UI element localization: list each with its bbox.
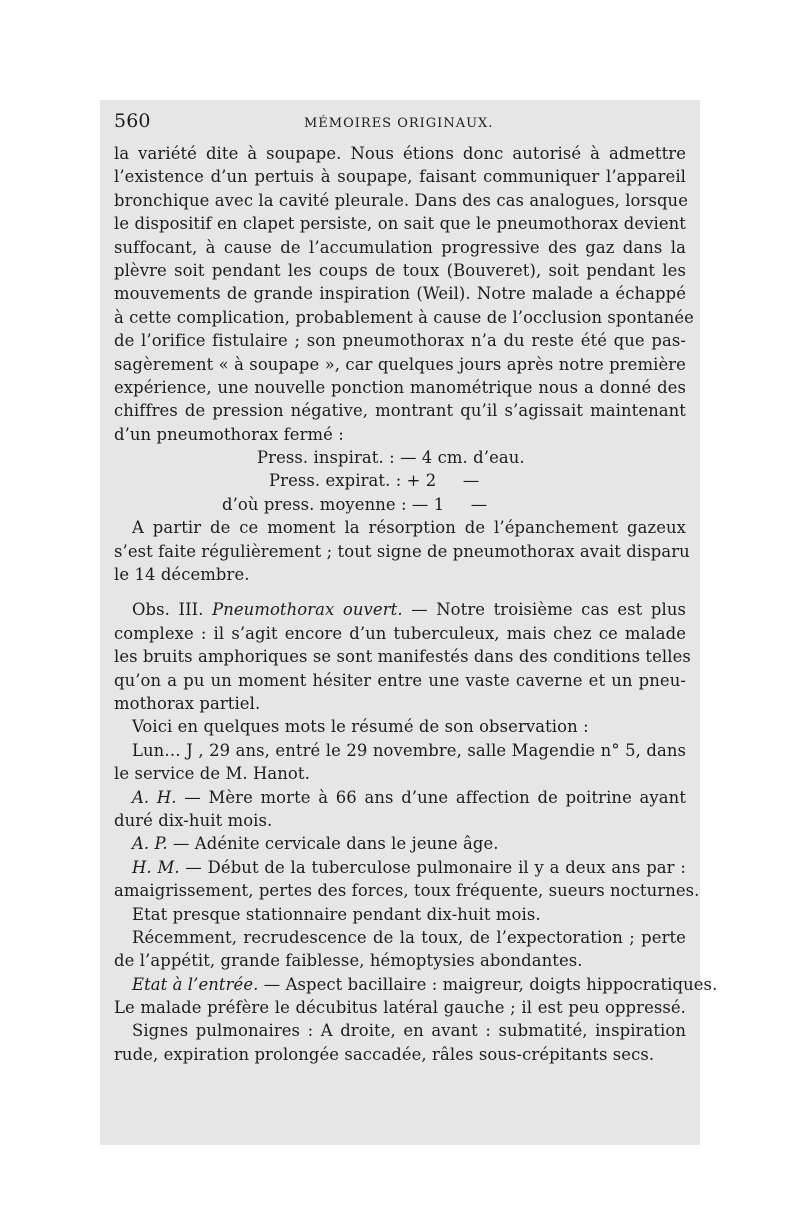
admission-state (114, 973, 718, 1020)
observation-label: Obs. III. (132, 600, 204, 620)
text-line: mouvements de grande inspiration (Weil). Notre malade a échappé (114, 284, 686, 304)
text-line: Etat presque stationnaire pendant dix-huit mois. (132, 904, 541, 924)
observation-heading-line (114, 598, 686, 621)
text-line: le service de M. Hanot. (114, 764, 310, 784)
personal-history-label: A. P. (132, 834, 168, 854)
text-line: — Début de la tuberculose pulmonaire il y a deux ans par : (185, 857, 686, 877)
formula-inspiration: Press. inspirat. : — 4 cm. d’eau. (257, 448, 525, 468)
pressure-formulas (114, 446, 686, 516)
text-line: sagèrement « à soupape », car quelques jours après notre première (114, 354, 686, 374)
paragraph-resorption (114, 516, 690, 586)
admission-state-line (114, 973, 718, 996)
text-line: bronchique avec la cavité pleurale. Dans des cas analogues, lorsque (114, 190, 689, 210)
text-line: — Adénite cervicale dans le jeune âge. (173, 834, 499, 854)
text-line: mothorax partiel. (114, 693, 261, 713)
text-line: la variété dite à soupape. Nous étions donc autorisé à admettre (114, 144, 686, 163)
text-line: de l’appétit, grande faiblesse, hémoptysies abondantes. (114, 951, 583, 971)
text-line: — Notre troisième cas est plus (411, 600, 687, 620)
page-header (114, 110, 686, 134)
text-line: à cette complication, probablement à cause de l’occlusion spontanée (114, 307, 694, 327)
text-line: Lun… J , 29 ans, entré le 29 novembre, salle Magendie n° 5, dans (132, 740, 686, 760)
text-line: Récemment, recrudescence de la toux, de l’expectoration ; perte (132, 927, 686, 947)
text-line: qu’on a pu un moment hésiter entre une vaste caverne et un pneu- (114, 670, 686, 690)
personal-history-line (114, 832, 686, 855)
text-line: Signes pulmonaires : A droite, en avant : submatité, inspiration (132, 1021, 686, 1041)
paragraph-valve (114, 142, 694, 446)
section-gap (114, 586, 686, 598)
text-line: — Mère morte à 66 ans d’une affection de poitrine ayant (184, 787, 687, 807)
formula-expiration: Press. expirat. : + 2 — (269, 471, 480, 491)
paragraph-pulmonary-signs (114, 1019, 686, 1066)
family-history-line (114, 786, 686, 809)
text-line: le dispositif en clapet persiste, on sait que le pneumothorax devient (114, 214, 686, 234)
disease-history-label: H. M. (132, 857, 180, 877)
text-line: — Aspect bacillaire : maigreur, doigts hippocratiques. (263, 974, 718, 994)
text-line: les bruits amphoriques se sont manifestés dans des conditions telles (114, 647, 691, 667)
page-number: 560 (114, 110, 151, 132)
text-line: s’est faite régulièrement ; tout signe de pneumothorax avait disparu (114, 541, 690, 561)
text-line: Le malade préfère le décubitus latéral gauche ; il est peu oppressé. (114, 998, 686, 1018)
family-history-label: A. H. (132, 787, 177, 807)
text-line: de l’orifice fistulaire ; son pneumothorax n’a du reste été que pas- (114, 331, 686, 351)
text-line: le 14 décembre. (114, 565, 250, 585)
running-head: MÉMOIRES ORIGINAUX. (304, 116, 494, 131)
text-line: d’un pneumothorax fermé : (114, 424, 344, 444)
text-line: duré dix-huit mois. (114, 810, 273, 830)
disease-history (114, 856, 700, 926)
paragraph-recent (114, 926, 686, 973)
text-line: A partir de ce moment la résorption de l’épanchement gazeux (132, 518, 686, 538)
observation-three (114, 598, 691, 715)
summary-intro: Voici en quelques mots le résumé de son observation : (132, 717, 589, 737)
text-line: l’existence d’un pertuis à soupape, faisant communiquer l’appareil (114, 167, 686, 187)
text-line: suffocant, à cause de l’accumulation progressive des gaz dans la (114, 237, 686, 257)
formula-mean: d’où press. moyenne : — 1 — (222, 494, 488, 514)
disease-history-line (114, 856, 686, 879)
page-text (114, 110, 718, 1066)
case-identity (114, 739, 686, 786)
text-line: amaigrissement, pertes des forces, toux fréquente, sueurs nocturnes. (114, 881, 700, 901)
text-line: plèvre soit pendant les coups de toux (Bouveret), soit pendant les (114, 260, 686, 280)
observation-title: Pneumothorax ouvert. (212, 600, 403, 620)
text-line: expérience, une nouvelle ponction manométrique nous a donné des (114, 377, 686, 397)
text-line: chiffres de pression négative, montrant qu’il s’agissait maintenant (114, 401, 686, 421)
text-line: complexe : il s’agit encore d’un tuberculeux, mais chez ce malade (114, 623, 686, 643)
family-history (114, 786, 686, 833)
text-line: rude, expiration prolongée saccadée, râles sous-crépitants secs. (114, 1044, 655, 1064)
admission-state-label: Etat à l’entrée. (132, 974, 259, 994)
